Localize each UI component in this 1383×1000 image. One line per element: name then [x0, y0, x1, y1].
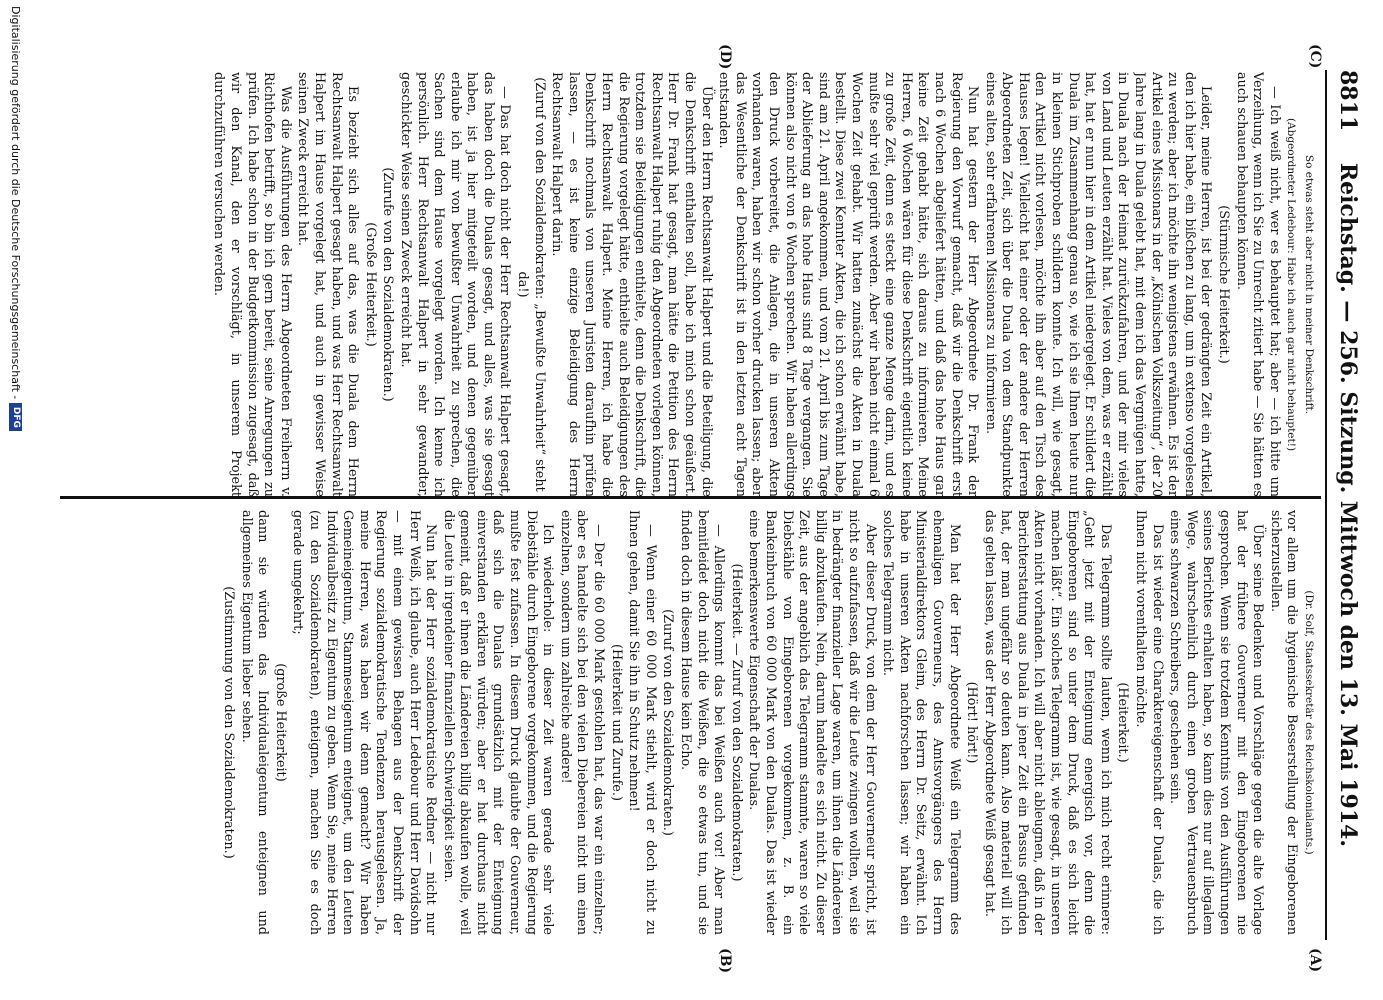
paragraph: Aber dieser Druck, von dem der Herr Gouverneur spricht, ist nicht so aufzufassen, daß wir die Leute zwingen wollten, weil sie in bedrängter finanzieller Lage waren, um ihnen die Ländereien billig abzukaufen. Nein, darum handelte es sich nicht. Zu dieser Zeit, aus der angeblich das Telegramm stammte, waren so viele Diebstähle von Eingeborenen vorgekommen, z. B. ein Bankeinbruch von 60 000 Mark von den Dualas. Das ist wieder eine bemerkenswerte Eigenschaft der Dualas. [746, 510, 878, 935]
paragraph: (Zuruf von den Sozialdemokraten: „Bewußte Unwahrheit“ steht da!) [515, 77, 547, 492]
paragraph: — Der die 60 000 Mark gestohlen hat, das war ein einzelner; aber es handelte sich bei den vielen Diebereien nicht um einen einzelnen, sondern um zahlreiche andere! [557, 510, 607, 935]
paragraph: Über seine Bedenken und Vorschläge gegen die alte Vorlage hat der frühere Gouverneur mit den Eingeborenen nie gesprochen. Wenn sie trotzdem Kenntnis von den Ausführungen seines Berichtes erhalten haben, so kann dies nur auf illegalem Wege, wahrscheinlich durch einen groben Vertrauensbruch eines schwarzen Schreibers, geschehen sein. [1167, 510, 1266, 935]
paragraph: — Das hat doch nicht der Herr Rechtsanwalt Halpert gesagt, das haben doch die Dualas gesagt, und alles, was sie gesagt haben, ist ja hier mitgeteilt worden, und denen gegenüber erlaube ich mir von bewußter Unwahrheit zu sprechen, die Sachen sind dem Hause vorgelegt worden. Ich kenne ich persönlich. Herr Rechtsanwalt Halpert in sehr gewandter, geschickter Weise seinen Zweck erreicht hat. [397, 72, 513, 497]
footer-text: Digitalisierung gefördert durch die Deutsche Forschungsgemeinschaft - [9, 6, 23, 400]
paragraph: Nun hat der Herr sozialdemokratische Redner — nicht nur Herr Weiß, ich glaube, auch Herr Ledebour und Herr Davidsohn — mit einem gewissen Behagen aus der Denkschrift der Regierung sozialdemokratische Tendenzen herausgelesen. Ja, meine Herren, was haben wir denn gemacht? Wir haben Gemeineigentum, Stammeseigentum enteignet, um den Leuten Individualbesitz zu Eigentum zu geben. Wenn Sie, meine Herren (zu den Sozialdemokraten), enteignen, machen Sie es doch gerade umgekehrt; [290, 510, 439, 935]
paragraph: Nun hat gestern der Herr Abgeordnete Dr. Frank der Regierung den Vorwurf gemacht, daß wir die Denkschrift erst nach 6 Wochen abgeliefert hätten, und daß das hohe Haus gar keine Zeit gehabt hätte, sich daraus zu informieren. Meine Herren, 6 Wochen wären für diese Denkschrift eigentlich keine zu große Zeit, denn es steckt eine ganze Menge darin, und es mußte sehr viel geprüft werden. Aber wir haben nicht einmal 6 Wochen Zeit gehabt. Wir hatten zunächst die Akten in Duala bestellt. Diese zwei Kennter Akten, die ich schon erwähnt habe, sind am 21. April angekommen, und vom 21. April bis zum Tage der Ablieferung an das hohe Haus sind 8 Tage vergangen. Sie können also nicht von 6 Wochen sprechen. Wir haben allerdings den Druck vorbereitet, die Anlagen, die in unseren Akten vorhanden waren, haben wir schon vorher drucken lassen; aber das Wesentliche der Denkschrift ist in den letzten acht Tagen entstanden. [716, 72, 981, 497]
paragraph: — Ich weiß nicht, wer es behauptet hat; aber — ich bitte um Verzeihung, wenn ich Sie zu Unrecht zitiert habe — Sie hätten es auch schauen behaupten können. [1233, 72, 1282, 497]
paragraph: — Wenn einer 60 000 Mark stiehlt, wird er doch nicht zu Ihnen gehen, damit Sie ihn in Schutz nehmen! [626, 510, 658, 935]
margin-marker-d: (D) [717, 44, 733, 70]
paragraph: Über den Herrn Rechtsanwalt Halpert und die Beteiligung, die die Denkschrift enthalten soll, habe ich mich schon geäußert. Herr Dr. Frank hat gesagt, man hätte die Petition des Herrn Rechtsanwalt Halpert ruhig den Abgeordneten vorlegen können, trotzdem sie Beleidigungen enthielte, denn die Denkschrift, die die Regierung vorgelegt hätte, enthielte auch Beleidigungen des Herrn Rechtsanwalt Halpert. Meine Herren, ich habe die Denkschrift nochmals von unseren Juristen daraufhin prüfen lassen, — es ist keine einzige Beleidigung des Herrn Rechtsanwalt Halpert darin. [549, 72, 714, 497]
paragraph: (große Heiterkeit) [272, 663, 288, 782]
paragraph: So etwas steht aber nicht in meiner Denkschrift. [1303, 154, 1315, 415]
page-header [1331, 70, 1365, 940]
paragraph: Was die Ausführungen des Herrn Abgeordneten Freiherrn v. Richthofen betrifft, so bin ich gern bereit, seine Anregungen zu prüfen. Ich habe schon in der Budgetkommission zugesagt, daß wir den Kanal, den er vorschlägt, in unserem Projekt durchzuführen versuchen werden. [211, 72, 293, 497]
paragraph: Das ist wieder eine Charaktereigenschaft der Dualas, die ich Ihnen nicht vorenthalten möchte. [1133, 510, 1165, 935]
column-divider [60, 496, 1321, 499]
paragraph: Das Telegramm sollte lauten, wenn ich mich recht erinnere: „Geht jetzt mit der Enteignung energisch vor, denn die Eingeborenen sind so unter dem Druck, daß es sich leicht machen läßt“. Ein solches Telegramm ist, wie gesagt, in unseren Akten nicht vorhanden. Ich will aber nicht ableugnen, daß in der Berichterstattung aus Duala in jener Zeit ein Passus gefunden hat, der man ungefähr so deuten kann. Also materiell will ich das gelten lassen, was der Herr Abgeordnete Weiß gesagt hat. [981, 510, 1113, 935]
paragraph: Es bezieht sich alles auf das, was die Duala dem Herrn Rechtsanwalt Halpert gesagt haben, und was Herr Rechtsanwalt Halpert im Hause vorgelegt hat, und auch in gewisser Weise seinen Zweck erreicht hat. [295, 72, 361, 497]
page-number: 8811 [1335, 70, 1361, 132]
paragraph: (Zuruf von den Sozialdemokraten.) [660, 609, 676, 836]
paragraph: (Zustimmung von den Sozialdemokraten.) [221, 586, 236, 859]
column-right [60, 510, 1317, 935]
paragraph: vor allem um die hygienische Besserstellung der Eingeborenen sicherzustellen. [1267, 510, 1300, 935]
paragraph: (Zurufe von den Sozialdemokraten.) [380, 167, 396, 402]
paragraph: (Stürmische Heiterkeit.) [1216, 205, 1232, 364]
dfg-logo: DFG [10, 403, 23, 431]
margin-marker-b: (B) [717, 948, 733, 974]
paragraph: (Heiterkeit. — Zuruf von den Sozialdemokraten.) [728, 563, 744, 882]
paragraph: (Große Heiterkeit.) [362, 222, 378, 347]
paragraph: (Heiterkeit.) [1115, 682, 1131, 763]
paragraph: (Heiterkeit und Zurufe.) [608, 644, 624, 801]
paragraph: Leider, meine Herren, ist bei der gedrängten Zeit ein Artikel, den ich hier habe, ein bißchen zu lang, um in extenso vorgelesen zu werden; aber ich möchte ihn wenigstens erwähnen. Es ist der Artikel eines Missionars in der „Kölnischen Volkszeitung“, der 20 Jahre lang in Duala gelebt hat, mit dem ich das Vergnügen hatte, in Duala nach der Heimat zurückzufahren, und der mir vieles von Land und Leuten erzählt hat. Vieles von dem, was er erzählt hat, hat er nun hier in dem Artikel niedergelegt. Er schildert die Duala im Zusammenhang genau so, wie ich sie Ihnen heute nur in kleinen Stichproben schildern konnte. Ich will, wie gesagt, den Artikel nicht vorlesen, möchte ihn aber auf den Tisch des Hauses legen! Vielleicht hat einer oder der andere der Herren Abgeordneten Zeit, sich über die Duala von dem Standpunkte eines alten, sehr erfahrenen Missionars zu informieren. [982, 72, 1214, 497]
paragraph: dann sie würden das Individualeigentum enteignen und allgemeines Eigentum lieber sehen. [238, 510, 271, 935]
paragraph: — Allerdings kommt das bei Weißen auch vor! Aber man bemitleidet doch nicht die Weißen, die so etwas tun, und sie finden doch in diesem Hause kein Echo. [678, 510, 727, 935]
paragraph: (Dr. Solf, Staatssekretär des Reichskolonialamts.) [1303, 590, 1315, 855]
header-rule [1325, 70, 1327, 940]
paragraph: (Abgeordneter Ledebour: Habe ich auch gar nicht behauptet!) [1285, 117, 1298, 452]
footer-credit [6, 6, 26, 994]
column-left [60, 72, 1317, 497]
paragraph: Ich wiederhole: in dieser Zeit waren gerade sehr viele Diebstähle durch Eingeborene vorgekommen, und die Regierung mußte fest zufassen. In diesem Druck glaubte der Gouverneur, daß sich die Dualas grundsätzlich mit der Enteignung einverstanden erklären würden; aber er hat durchaus nicht gemeint, daß er ihnen die Ländereien billig abkaufen wolle, weil die Leute in irgendeiner finanziellen Schwierigkeit seien. [440, 510, 556, 935]
margin-marker-c: (C) [1307, 44, 1323, 69]
paragraph: Man hat der Herr Abgeordnete Weiß ein Telegramm des ehemaligen Gouverneurs, des Amtsvorgängers des Herrn Ministerialdirektors Gleim, des Herrn Dr. Seitz, erwähnt. Ich habe in unseren Akten nachforschen lassen; wir haben ein solches Telegramm nicht. [880, 510, 962, 935]
running-head: Reichstag. — 256. Sitzung. Mittwoch den 13. Mai 1914. [1335, 162, 1361, 848]
margin-marker-a: (A) [1307, 948, 1323, 973]
paragraph: (Hört! hört!) [964, 681, 980, 764]
